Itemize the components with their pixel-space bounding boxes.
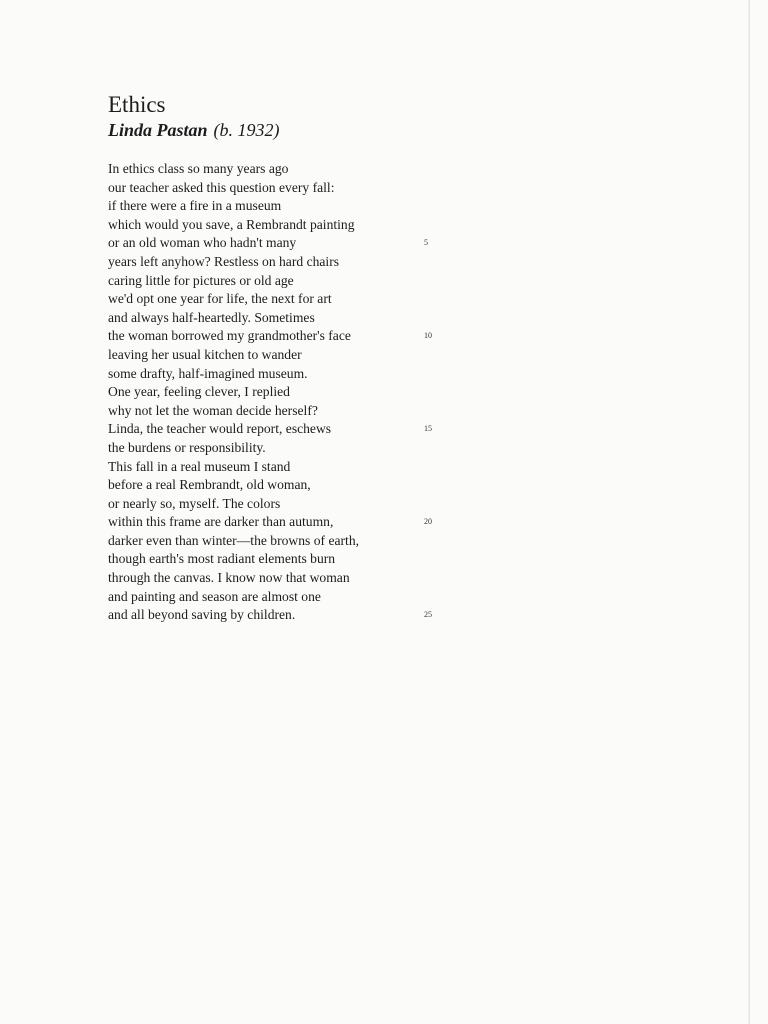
poem-line-text: years left anyhow? Restless on hard chairs	[108, 253, 340, 269]
poem-line-text: some drafty, half-imagined museum.	[108, 365, 308, 381]
poem-line-text: the woman borrowed my grandmother's face	[108, 328, 351, 344]
poem-line-text: before a real Rembrandt, old woman,	[108, 477, 311, 493]
poem-line-text: our teacher asked this question every fall:	[108, 179, 335, 195]
poem-line	[108, 234, 438, 253]
poem-line	[108, 253, 438, 272]
poem-line-text: and all beyond saving by children.	[108, 607, 296, 623]
poem-line	[108, 179, 438, 198]
line-number: 15	[424, 424, 432, 434]
poem-line	[108, 290, 438, 309]
poem-line	[108, 420, 438, 439]
poem-line-text: which would you save, a Rembrandt painting	[108, 216, 355, 232]
poem-line	[108, 365, 438, 384]
poem-line	[108, 327, 438, 346]
poem-line	[108, 309, 438, 328]
poem-line-text: or nearly so, myself. The colors	[108, 495, 281, 511]
line-number: 10	[424, 331, 432, 341]
poem-line-text: darker even than winter—the browns of earth,	[108, 532, 360, 548]
poem-line	[108, 532, 438, 551]
poem-line	[108, 588, 438, 607]
poem-line	[108, 458, 438, 477]
poem-line	[108, 476, 438, 495]
poem-line	[108, 216, 438, 235]
poem-line-text: and always half-heartedly. Sometimes	[108, 309, 315, 325]
line-number: 25	[424, 610, 432, 620]
poem-line	[108, 606, 438, 625]
poem-line-text: Linda, the teacher would report, eschews	[108, 421, 332, 437]
poem-line	[108, 569, 438, 588]
poem-line	[108, 346, 438, 365]
page-edge	[748, 0, 750, 1024]
poem-line	[108, 160, 438, 179]
line-number: 20	[424, 517, 432, 527]
poem-line	[108, 383, 438, 402]
poem-line	[108, 197, 438, 216]
poem-line-text: through the canvas. I know now that woman	[108, 570, 350, 586]
poem-line	[108, 402, 438, 421]
poem-line-text: within this frame are darker than autumn,	[108, 514, 334, 530]
poem-line-text: This fall in a real museum I stand	[108, 458, 291, 474]
poem-line-text: In ethics class so many years ago	[108, 161, 289, 176]
author-line	[108, 118, 280, 142]
poem-line-text: why not let the woman decide herself?	[108, 402, 318, 418]
poem-line	[108, 495, 438, 514]
author-name: Linda Pastan	[108, 120, 208, 140]
poem-line-text: if there were a fire in a museum	[108, 198, 282, 214]
poem-line	[108, 513, 438, 532]
poem-line-text: and painting and season are almost one	[108, 588, 321, 604]
author-dates: (b. 1932)	[213, 120, 280, 140]
poem-line	[108, 439, 438, 458]
poem-line	[108, 550, 438, 569]
poem-line-text: we'd opt one year for life, the next for art	[108, 291, 332, 307]
poem-line-text: or an old woman who hadn't many	[108, 235, 297, 251]
poem-line-text: caring little for pictures or old age	[108, 272, 294, 288]
poem-body	[108, 160, 438, 625]
poem-line-text: leaving her usual kitchen to wander	[108, 346, 302, 362]
poem-line-text: the burdens or responsibility.	[108, 439, 266, 455]
line-number: 5	[424, 238, 428, 248]
poem-line	[108, 272, 438, 291]
poem-line-text: One year, feeling clever, I replied	[108, 384, 290, 400]
poem-line-text: though earth's most radiant elements burn	[108, 551, 336, 567]
poem-title: Ethics	[108, 92, 166, 117]
